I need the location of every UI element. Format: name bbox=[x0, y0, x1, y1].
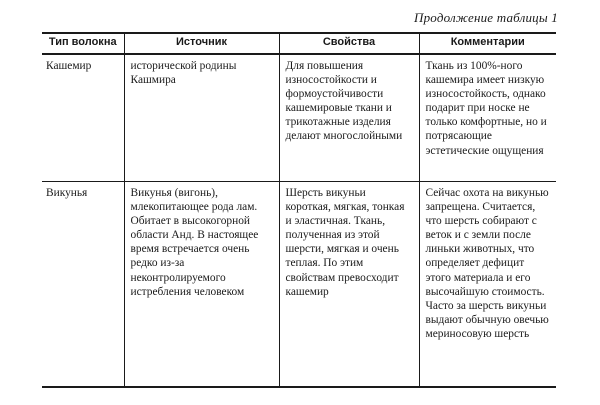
comments-cell: Ткань из 100%-ного кашемира имеет низкую износостойкость, однако подарит при носке не только комфортные, но и потрясающие эстетические ощущения bbox=[419, 54, 556, 182]
table-row bbox=[42, 54, 556, 182]
source-cell: исторической родины Кашмира bbox=[124, 54, 279, 182]
source-cell: Викунья (вигонь), млекопитающее рода лам. Обитает в высокогорной области Анд. В настоящее время встречается очень редко из-за неконтролируемого истребления человеком bbox=[124, 182, 279, 388]
properties-cell: Шерсть викуньи короткая, мягкая, тонкая и эластичная. Ткань, полученная из этой шерсти, мягкая и очень теплая. По этим свойствам превосходит кашемир bbox=[279, 182, 419, 388]
fiber-type-cell: Кашемир bbox=[42, 54, 124, 182]
column-header-fiber-type: Тип волокна bbox=[42, 33, 124, 54]
comments-cell: Сейчас охота на викунью запрещена. Считается, что шерсть собирают с веток и с земли после линьки животных, что определяет дефицит этого материала и его высочайшую стоимость. Часто за шерсть викуньи выдают обычную овечью мериносовую шерсть bbox=[419, 182, 556, 388]
properties-cell: Для повышения износостойкости и формоустойчивости кашемировые ткани и трикотажные изделия делают многослойными bbox=[279, 54, 419, 182]
fiber-table bbox=[42, 32, 556, 388]
table-continuation-caption: Продолжение таблицы 1 bbox=[414, 10, 558, 25]
table-row bbox=[42, 182, 556, 388]
column-header-source: Источник bbox=[124, 33, 279, 54]
fiber-type-cell: Викунья bbox=[42, 182, 124, 388]
column-header-properties: Свойства bbox=[279, 33, 419, 54]
column-header-comments: Комментарии bbox=[419, 33, 556, 54]
table-header-row bbox=[42, 33, 556, 54]
